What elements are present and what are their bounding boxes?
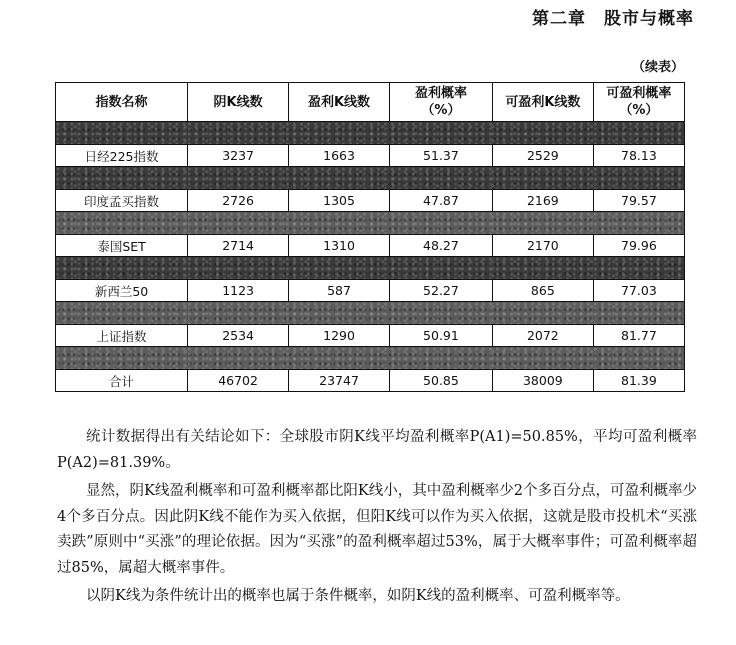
obscured-cell (188, 122, 685, 145)
table-cell: 2529 (492, 145, 593, 167)
table-cell: 46702 (188, 370, 289, 392)
table-cell: 1663 (289, 145, 390, 167)
table-cell: 50.85 (390, 370, 493, 392)
chapter-number: 第二章 (532, 9, 586, 29)
obscured-cell (188, 302, 685, 325)
table-cell: 2170 (492, 235, 593, 257)
body-text (57, 425, 697, 613)
column-header: 阴K线数 (188, 83, 289, 122)
table-cell: 79.96 (593, 235, 684, 257)
table-row (56, 145, 685, 167)
obscured-row (56, 167, 685, 190)
obscured-cell (188, 257, 685, 280)
table-cell: 1123 (188, 280, 289, 302)
index-name-cell: 日经225指数 (56, 145, 188, 167)
table-row (56, 235, 685, 257)
paragraph: 显然，阴K线盈利概率和可盈利概率都比阳K线小，其中盈利概率少2个多百分点，可盈利概率少4个多百分点。因此阴K线不能作为买入依据，但阳K线可以作为买入依据，这就是股市投机术“买涨卖跌”原则中“买涨”的理论依据。因为“买涨”的盈利概率超过53%，属于大概率事件；可盈利概率超过85%，属超大概率事件。 (57, 483, 697, 576)
obscured-cell (188, 347, 685, 370)
table-cell: 47.87 (390, 190, 493, 212)
column-header: 可盈利K线数 (492, 83, 593, 122)
table-cell: 2169 (492, 190, 593, 212)
table-row (56, 280, 685, 302)
table-cell: 2726 (188, 190, 289, 212)
continued-table-label: （续表） (631, 60, 684, 75)
table-cell: 2072 (492, 325, 593, 347)
obscured-cell (56, 257, 188, 280)
total-label-cell: 合计 (56, 370, 188, 392)
table-cell: 79.57 (593, 190, 684, 212)
table-cell: 3237 (188, 145, 289, 167)
table-cell: 587 (289, 280, 390, 302)
column-header: 可盈利概率 （%） (593, 83, 684, 122)
obscured-cell (188, 212, 685, 235)
obscured-cell (56, 302, 188, 325)
obscured-cell (188, 167, 685, 190)
index-name-cell: 上证指数 (56, 325, 188, 347)
index-name-cell: 泰国SET (56, 235, 188, 257)
paragraph: 以阴K线为条件统计出的概率也属于条件概率，如阴K线的盈利概率、可盈利概率等。 (86, 588, 630, 604)
table-cell: 48.27 (390, 235, 493, 257)
running-header (532, 4, 694, 29)
chapter-title: 股市与概率 (604, 9, 694, 29)
table-cell: 52.27 (390, 280, 493, 302)
table-cell: 50.91 (390, 325, 493, 347)
column-header: 盈利K线数 (289, 83, 390, 122)
table-cell: 2534 (188, 325, 289, 347)
obscured-cell (56, 347, 188, 370)
index-name-cell: 新西兰50 (56, 280, 188, 302)
table-cell: 865 (492, 280, 593, 302)
table-cell: 1310 (289, 235, 390, 257)
table-cell: 2714 (188, 235, 289, 257)
obscured-row (56, 347, 685, 370)
table-header-row (56, 83, 685, 122)
obscured-cell (56, 167, 188, 190)
table-row (56, 325, 685, 347)
index-name-cell: 印度孟买指数 (56, 190, 188, 212)
obscured-row (56, 257, 685, 280)
obscured-row (56, 122, 685, 145)
table-cell: 38009 (492, 370, 593, 392)
paragraph: 统计数据得出有关结论如下：全球股市阴K线平均盈利概率P(A1)=50.85%，平均可盈利概率P(A2)=81.39%。 (57, 429, 697, 471)
table-cell: 23747 (289, 370, 390, 392)
table-cell: 51.37 (390, 145, 493, 167)
table-row (56, 190, 685, 212)
statistics-table (55, 82, 685, 392)
table-cell: 1290 (289, 325, 390, 347)
table-cell: 78.13 (593, 145, 684, 167)
table-cell: 77.03 (593, 280, 684, 302)
table-cell: 1305 (289, 190, 390, 212)
obscured-row (56, 302, 685, 325)
obscured-cell (56, 122, 188, 145)
table-cell: 81.39 (593, 370, 684, 392)
obscured-row (56, 212, 685, 235)
column-header: 指数名称 (56, 83, 188, 122)
obscured-cell (56, 212, 188, 235)
column-header: 盈利概率 （%） (390, 83, 493, 122)
table-cell: 81.77 (593, 325, 684, 347)
table-total-row (56, 370, 685, 392)
